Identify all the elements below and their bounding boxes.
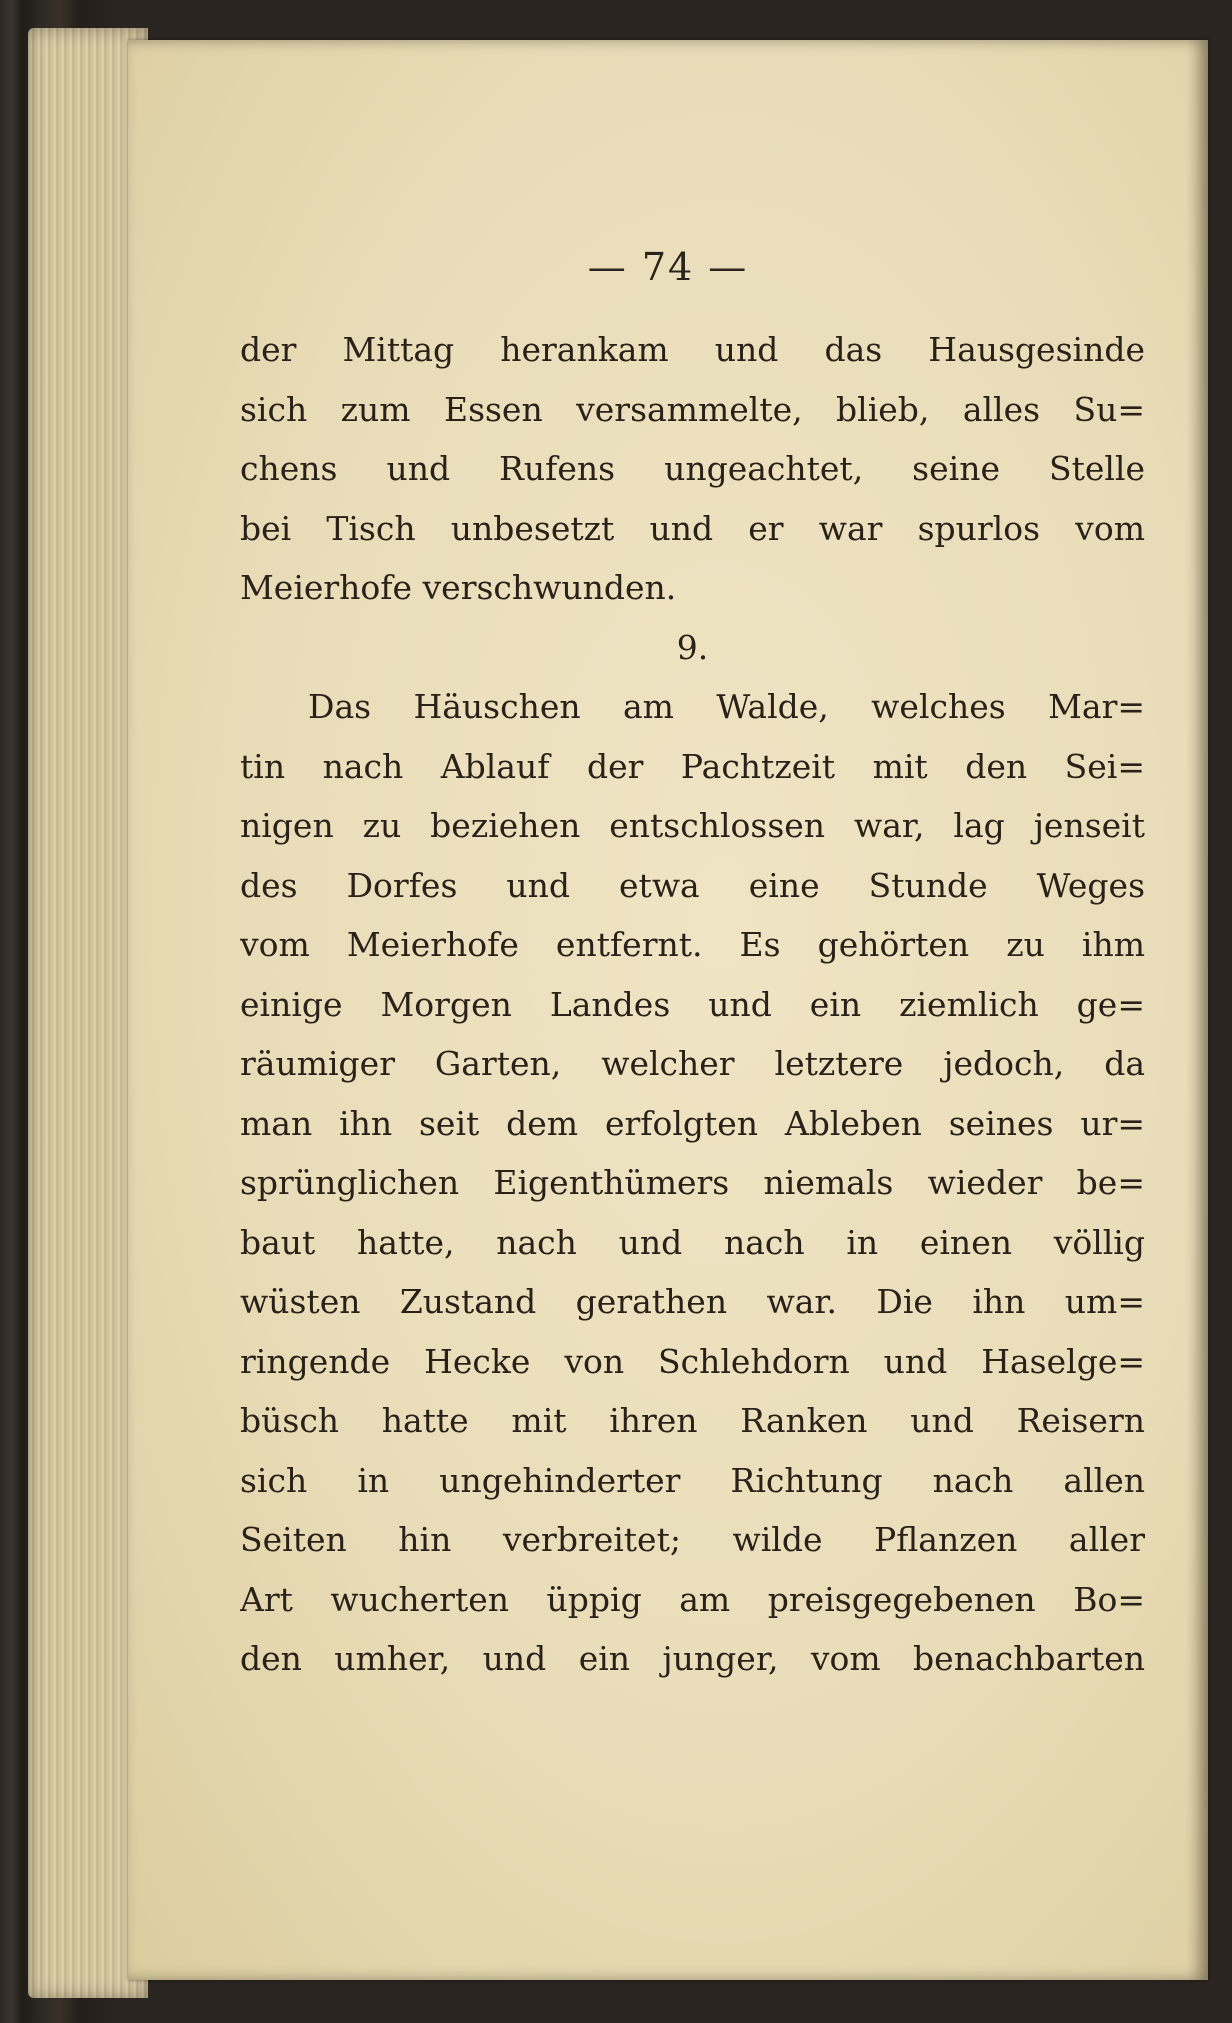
text-line: der Mittag herankam und das Hausgesinde [240,330,1145,369]
text-line: sprünglichen Eigenthümers niemals wieder be= [240,1163,1145,1202]
text-line: tin nach Ablauf der Pachtzeit mit den Sei= [240,746,1145,786]
text-line: Meierhofe verschwunden. [240,568,677,607]
text-line: Art wucherten üppig am preisgegebenen Bo= [240,1579,1145,1619]
text-line: bei Tisch unbesetzt und er war spurlos vom [240,508,1145,548]
text-line: sich zum Essen versammelte, blieb, alles Su= [240,389,1145,429]
text-line: baut hatte, nach und nach in einen völlig [240,1222,1145,1262]
text-line: räumiger Garten, welcher letztere jedoch, da [240,1044,1145,1083]
text-line: Das Häuschen am Walde, welches Mar= [308,687,1145,726]
page-number: — 74 — [587,245,749,289]
text-line: büsch hatte mit ihren Ranken und Reisern [240,1401,1145,1440]
text-line: man ihn seit dem erfolgten Ableben seines ur= [240,1103,1145,1143]
text-line: ringende Hecke von Schlehdorn und Haselge= [240,1341,1145,1381]
text-line: sich in ungehinderter Richtung nach allen [240,1460,1145,1500]
text-line: wüsten Zustand gerathen war. Die ihn um= [240,1282,1145,1321]
text-line: den umher, und ein junger, vom benachbarten [240,1639,1145,1678]
text-line: des Dorfes und etwa eine Stunde Weges [240,865,1145,905]
section-number: 9. [676,627,709,667]
text-line: Seiten hin verbreitet; wilde Pflanzen aller [240,1520,1145,1559]
text-line: einige Morgen Landes und ein ziemlich ge= [240,984,1145,1024]
text-line: nigen zu beziehen entschlossen war, lag jenseit [240,806,1145,845]
text-line: vom Meierhofe entfernt. Es gehörten zu ihm [240,925,1145,964]
body-text [240,320,1145,1689]
text-line: chens und Rufens ungeachtet, seine Stelle [240,449,1145,488]
